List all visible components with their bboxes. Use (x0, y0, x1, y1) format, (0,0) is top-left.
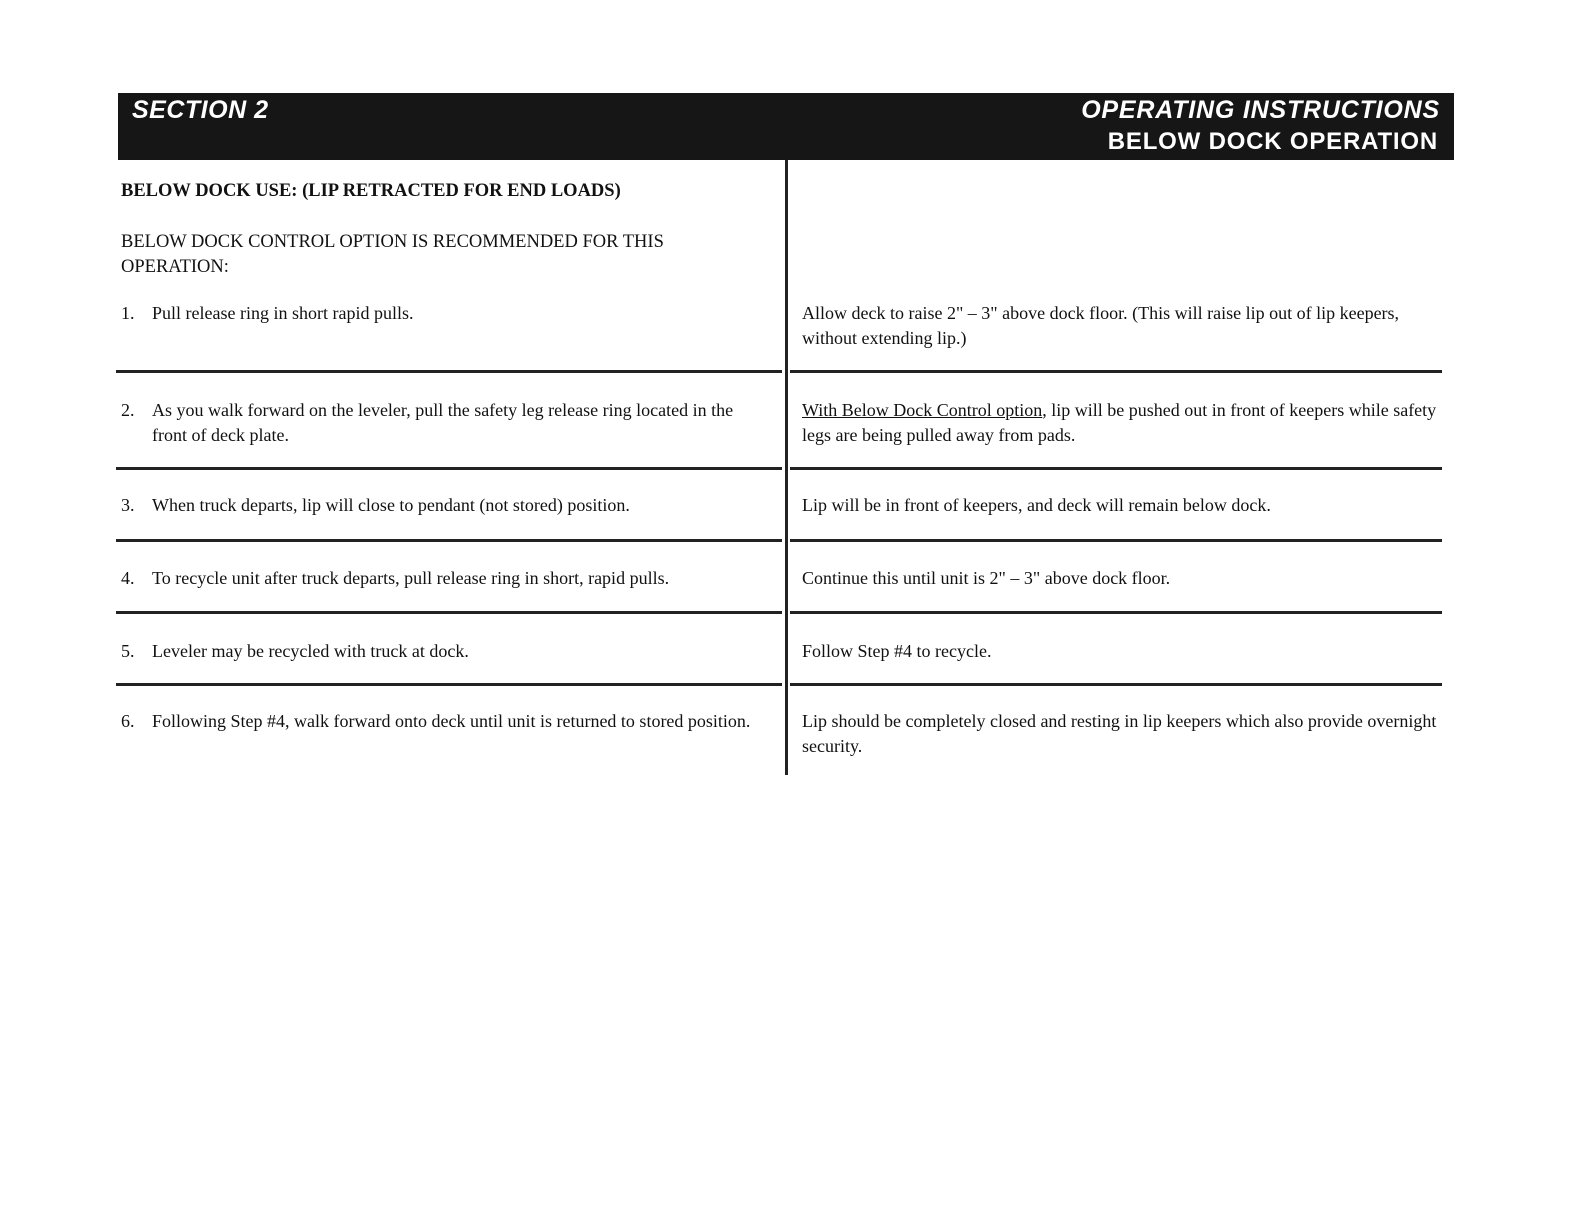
step-number: 3. (121, 495, 135, 515)
step-action-text: When truck departs, lip will close to pendant (not stored) position. (152, 495, 630, 515)
step-note: Lip will be in front of keepers, and deck will remain below dock. (802, 495, 1271, 515)
row-divider (790, 611, 1442, 614)
row-divider (116, 611, 782, 614)
step-action-text: Pull release ring in short rapid pulls. (152, 303, 414, 323)
section-header-bar (118, 93, 1454, 160)
step-action-text: To recycle unit after truck departs, pull release ring in short, rapid pulls. (152, 568, 670, 588)
step-note-text: , lip will be pushed out in front of keepers while safety legs are being pulled away from pads. (802, 400, 1437, 445)
control-option-heading: BELOW DOCK CONTROL OPTION IS RECOMMENDED FOR THIS OPERATION: (121, 232, 664, 277)
step-action (121, 566, 766, 591)
row-divider (790, 370, 1442, 373)
step-note: Continue this until unit is 2" – 3" above dock floor. (802, 568, 1171, 588)
step-note: Lip should be completely closed and resting in lip keepers which also provide overnight security. (802, 711, 1437, 756)
row-divider (116, 370, 782, 373)
step-action (121, 639, 766, 664)
step-number: 1. (121, 303, 135, 323)
step-note (802, 398, 1442, 448)
section-label: SECTION 2 (132, 96, 269, 124)
section-title: OPERATING INSTRUCTIONS (1081, 96, 1440, 124)
row-divider (116, 539, 782, 542)
row-divider (116, 467, 782, 470)
column-divider (785, 160, 788, 775)
step-note: Allow deck to raise 2" – 3" above dock floor. (This will raise lip out of lip keepers, without extending lip.) (802, 303, 1400, 348)
step-number: 5. (121, 641, 135, 661)
step-action-text: Following Step #4, walk forward onto deck until unit is returned to stored position. (152, 711, 751, 731)
step-note: Follow Step #4 to recycle. (802, 641, 992, 661)
below-dock-use-heading: BELOW DOCK USE: (LIP RETRACTED FOR END LOADS) (121, 181, 621, 201)
step-action (121, 493, 766, 518)
section-subtitle: BELOW DOCK OPERATION (1107, 128, 1438, 155)
step-number: 4. (121, 568, 135, 588)
row-divider (790, 683, 1442, 686)
step-action (121, 398, 766, 448)
row-divider (790, 539, 1442, 542)
step-action-text: As you walk forward on the leveler, pull the safety leg release ring located in the front of deck plate. (152, 400, 734, 445)
below-dock-control-option-text: With Below Dock Control option (802, 400, 1043, 420)
row-divider (116, 683, 782, 686)
step-action (121, 301, 766, 326)
step-number: 6. (121, 711, 135, 731)
step-action-text: Leveler may be recycled with truck at dock. (152, 641, 469, 661)
step-number: 2. (121, 400, 135, 420)
row-divider (790, 467, 1442, 470)
step-action (121, 709, 766, 734)
